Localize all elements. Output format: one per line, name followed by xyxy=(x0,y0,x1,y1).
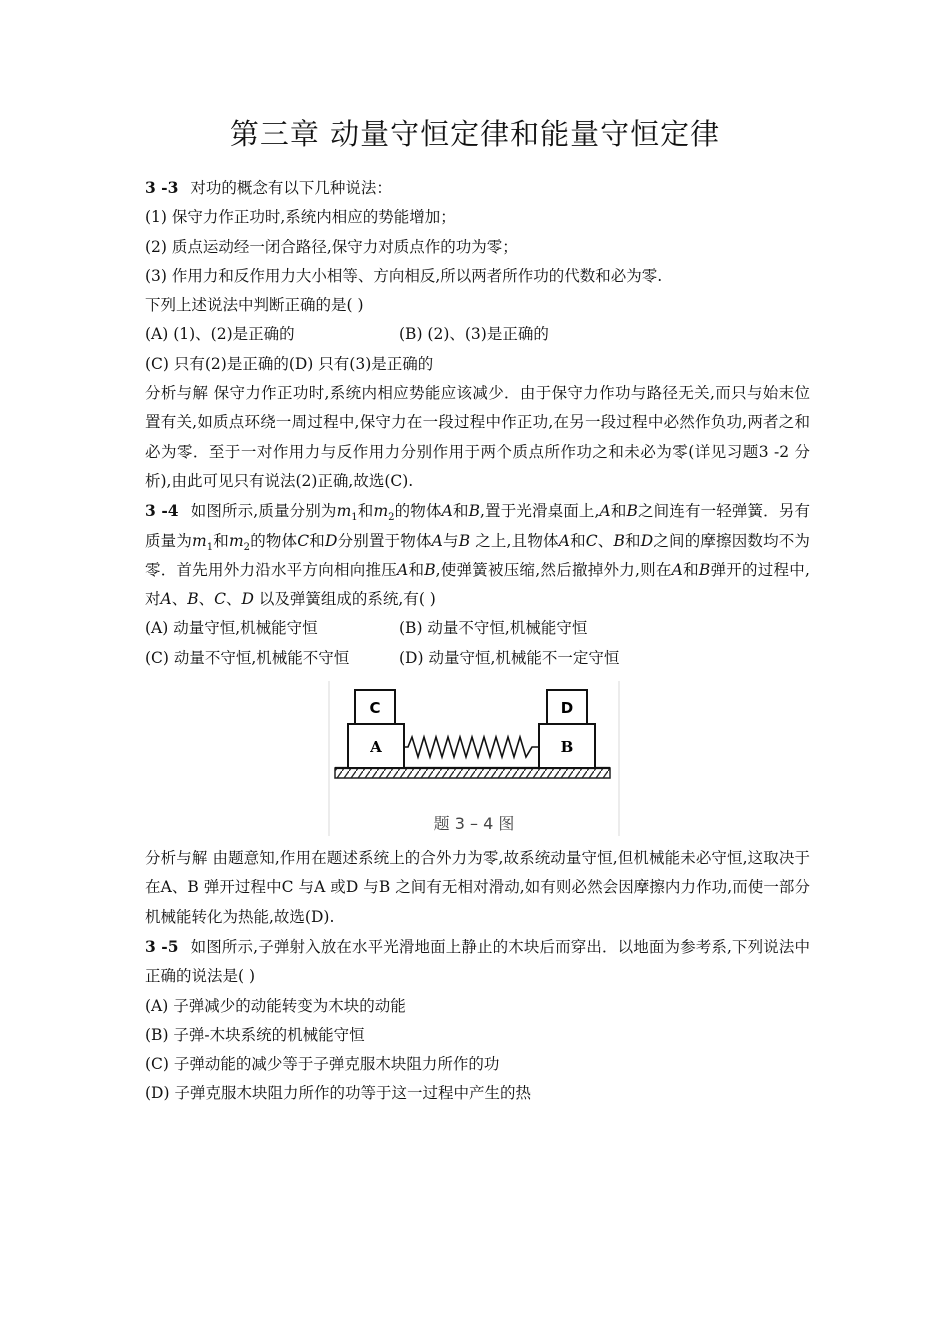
option-a: (A) 动量守恒,机械能守恒 xyxy=(145,619,318,638)
symbol-b: B xyxy=(626,502,638,521)
text-fragment: 与 xyxy=(442,531,459,550)
text-fragment: 如图所示,质量分别为 xyxy=(190,502,337,521)
symbol-b: B xyxy=(698,560,711,579)
options-row-ab xyxy=(145,320,810,349)
text-fragment: 之上,且物体 xyxy=(470,531,559,550)
options-row-cd xyxy=(145,644,810,673)
question-prompt: 下列上述说法中判断正确的是( ) xyxy=(145,296,364,315)
block-d-label: D xyxy=(560,699,574,718)
symbol-a: A xyxy=(599,502,611,521)
question-3-4-stem xyxy=(145,496,810,614)
symbol-a: A xyxy=(671,560,683,579)
text-fragment: 和 xyxy=(357,502,374,521)
figure-3-4 xyxy=(328,681,620,836)
option-a: (A) (1)、(2)是正确的 xyxy=(145,325,295,344)
block-a-label: A xyxy=(370,738,382,757)
text-fragment: 的物体 xyxy=(394,502,442,521)
symbol-a: A xyxy=(431,531,443,550)
statement-2: (2) 质点运动经一闭合路径,保守力对质点作的功为零； xyxy=(145,237,518,256)
options-row-ab xyxy=(145,614,810,643)
analysis-3-4: 分析与解 由题意知,作用在题述系统上的合外力为零,故系统动量守恒,但机械能未必守恒,这取决于在A、B 弹开过程中C 与A 或D 与B 之间有无相对滑动,如有则必然会因摩擦内力作功,而使一部分机械能转化为热能,故选(D). xyxy=(145,849,810,926)
symbol-m: m xyxy=(228,531,244,550)
text-fragment: 和 xyxy=(452,502,469,521)
question-number: 3 -3 xyxy=(145,178,179,197)
chapter-title: 第三章 动量守恒定律和能量守恒定律 xyxy=(229,117,721,151)
text-fragment: 和 xyxy=(610,502,627,521)
spring xyxy=(404,737,539,757)
symbol-b: B xyxy=(458,531,471,550)
question-text: 对功的概念有以下几种说法： xyxy=(190,179,392,197)
option-b: (B) 动量不守恒,机械能守恒 xyxy=(399,619,588,638)
symbol-b: B xyxy=(613,531,625,550)
text-fragment: 和 xyxy=(569,531,586,550)
text-fragment: 、 xyxy=(597,531,614,550)
statement-3: (3) 作用力和反作用力大小相等、方向相反,所以两者所作功的代数和必为零. xyxy=(145,266,663,285)
analysis-3-3: 分析与解 保守力作正功时,系统内相应势能应该减少．由于保守力作功与路径无关,而只与始末位置有关,如质点环绕一周过程中,保守力在一段过程中作正功,在另一段过程中必然作负功,两者之和必为零．至于一对作用力与反作用力分别作用于两个质点所作功之和未必为零(详见习题3 -2 分析),由此可见只有说法(2)正确,故选(C). xyxy=(145,384,810,490)
text-fragment: 和 xyxy=(624,531,641,550)
symbol-b: B xyxy=(468,502,480,521)
text-fragment: 、 xyxy=(171,590,188,609)
symbol-m: m xyxy=(373,502,389,521)
symbol-m: m xyxy=(192,531,207,550)
text-fragment: 的物体 xyxy=(250,531,298,550)
text-fragment: ,置于光滑桌面上, xyxy=(479,502,600,521)
subscript: 1 xyxy=(206,541,214,553)
symbol-d: D xyxy=(640,531,654,550)
option-d: (D) 子弹克服木块阻力所作的功等于这一过程中产生的热 xyxy=(145,1084,531,1103)
option-d: (D) 动量守恒,机械能不一定守恒 xyxy=(399,648,620,667)
question-text: 如图所示,子弹射入放在水平光滑地面上静止的木块后而穿出．以地面为参考系,下列说法中正确的说法是( ) xyxy=(145,937,810,986)
statement-1: (1) 保守力作正功时,系统内相应的势能增加； xyxy=(145,208,456,227)
symbol-a: A xyxy=(397,560,409,579)
text-fragment: 以及弹簧组成的系统,有( ) xyxy=(253,590,436,609)
symbol-a: A xyxy=(441,502,453,521)
option-b: (B) 子弹-木块系统的机械能守恒 xyxy=(145,1025,365,1044)
text-fragment: 和 xyxy=(213,531,229,550)
symbol-b: B xyxy=(424,560,436,579)
symbol-c: C xyxy=(214,590,227,609)
symbol-c: C xyxy=(297,531,310,550)
symbol-d: D xyxy=(324,531,338,550)
block-c-label: C xyxy=(369,699,381,718)
text-fragment: 之间的摩擦因数均不为零．首先用外力沿水平方向相向推压 xyxy=(145,531,810,579)
symbol-c: C xyxy=(585,531,598,550)
text-fragment: 和 xyxy=(682,560,699,579)
symbol-a: A xyxy=(160,590,172,609)
option-b: (B) (2)、(3)是正确的 xyxy=(399,325,549,344)
question-number: 3 -4 xyxy=(145,501,179,521)
symbol-d: D xyxy=(241,590,254,609)
option-a: (A) 子弹减少的动能转变为木块的动能 xyxy=(145,996,406,1015)
subscript: 1 xyxy=(351,512,358,524)
option-c: (C) 子弹动能的减少等于子弹克服木块阻力所作的功 xyxy=(145,1055,500,1074)
symbol-b: B xyxy=(187,590,199,609)
subscript: 2 xyxy=(388,512,395,524)
text-fragment: 、 xyxy=(226,590,242,609)
question-3-3-stem xyxy=(145,173,810,203)
text-fragment: 和 xyxy=(408,560,425,579)
option-c: (C) 动量不守恒,机械能不守恒 xyxy=(145,648,350,667)
table-surface xyxy=(335,768,610,778)
text-fragment: 和 xyxy=(309,531,325,550)
question-3-5-stem xyxy=(145,932,810,992)
symbol-m: m xyxy=(336,502,352,521)
block-b-label: B xyxy=(560,738,574,757)
text-fragment: 之间连有一轻弹簧．另有质量为 xyxy=(145,502,810,550)
figure-caption: 题 3 – 4 图 xyxy=(433,814,515,834)
page-content xyxy=(145,173,810,1109)
question-number: 3 -5 xyxy=(145,936,179,956)
options-row-cd: (C) 只有(2)是正确的(D) 只有(3)是正确的 xyxy=(145,354,434,373)
symbol-a: A xyxy=(558,531,570,550)
text-fragment: 弹开的过程中,对 xyxy=(145,560,810,609)
text-fragment: 、 xyxy=(198,590,215,609)
text-fragment: 分别置于物体 xyxy=(337,531,432,550)
text-fragment: ,使弹簧被压缩,然后撤掉外力,则在 xyxy=(435,560,672,579)
subscript: 2 xyxy=(243,541,251,553)
